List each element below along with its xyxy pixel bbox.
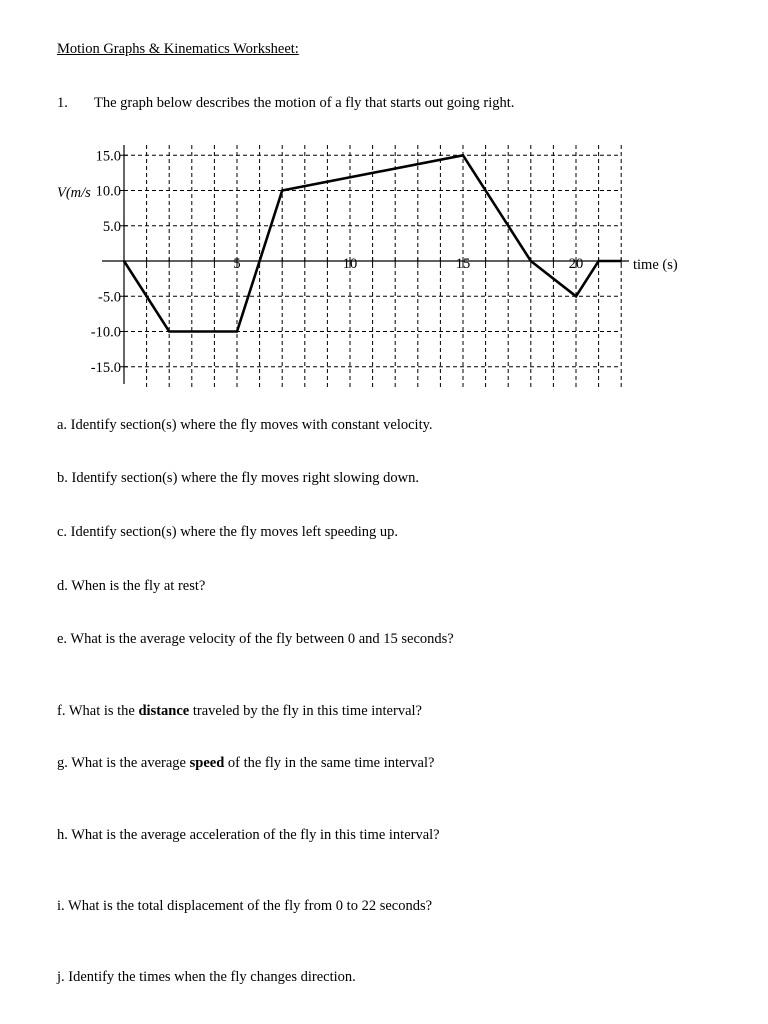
question-text: The graph below describes the motion of a fly that starts out going right.	[94, 95, 515, 111]
question-g-bold: speed	[189, 755, 225, 771]
chart-axes	[102, 145, 629, 384]
y-tick-label: 15.0	[95, 148, 121, 165]
question-j	[57, 969, 356, 986]
question-f-suffix: traveled by the fly in this time interval?	[189, 703, 422, 719]
question-e	[57, 631, 454, 648]
y-axis-label: V(m/s	[57, 185, 91, 201]
question-a-text: a. Identify section(s) where the fly moves with constant velocity.	[57, 417, 433, 433]
question-f-bold: distance	[138, 703, 190, 719]
question-g-suffix: of the fly in the same time interval?	[224, 755, 435, 771]
y-tick-label: -10.0	[90, 324, 121, 341]
question-h	[57, 827, 440, 844]
x-tick-label: 15	[455, 256, 471, 272]
question-c	[57, 524, 398, 541]
chart-tick-labels	[91, 148, 583, 376]
question-j-text: j. Identify the times when the fly changes direction.	[57, 969, 356, 985]
worksheet-title: Motion Graphs & Kinematics Worksheet:	[57, 41, 299, 57]
chart-grid	[124, 145, 621, 387]
y-tick-label: -15.0	[90, 359, 121, 376]
question-f-text: f. What is the	[57, 703, 139, 719]
question-number: 1.	[57, 95, 68, 111]
x-tick-label: 5	[233, 256, 241, 272]
x-tick-label: 20	[568, 256, 584, 272]
y-tick-label: -5.0	[98, 289, 121, 306]
x-tick-label: 10	[342, 256, 358, 272]
velocity-time-graph	[0, 0, 768, 400]
question-d	[57, 578, 205, 595]
question-i	[57, 898, 432, 915]
question-e-text: e. What is the average velocity of the fly between 0 and 15 seconds?	[57, 631, 454, 647]
y-tick-label: 5.0	[102, 218, 121, 235]
question-g	[57, 755, 434, 772]
question-i-text: i. What is the total displacement of the fly from 0 to 22 seconds?	[57, 898, 433, 914]
question-a	[57, 417, 433, 434]
question-h-text: h. What is the average acceleration of the fly in this time interval?	[57, 827, 440, 843]
question-g-text: g. What is the average	[57, 755, 190, 771]
question-b-text: b. Identify section(s) where the fly moves right slowing down.	[57, 470, 420, 486]
question-b	[57, 470, 419, 487]
x-axis-label: time (s)	[633, 257, 678, 273]
y-tick-label: 10.0	[95, 183, 121, 200]
question-d-text: d. When is the fly at rest?	[57, 578, 206, 594]
question-c-text: c. Identify section(s) where the fly moves left speeding up.	[57, 524, 399, 540]
question-f	[57, 703, 422, 720]
